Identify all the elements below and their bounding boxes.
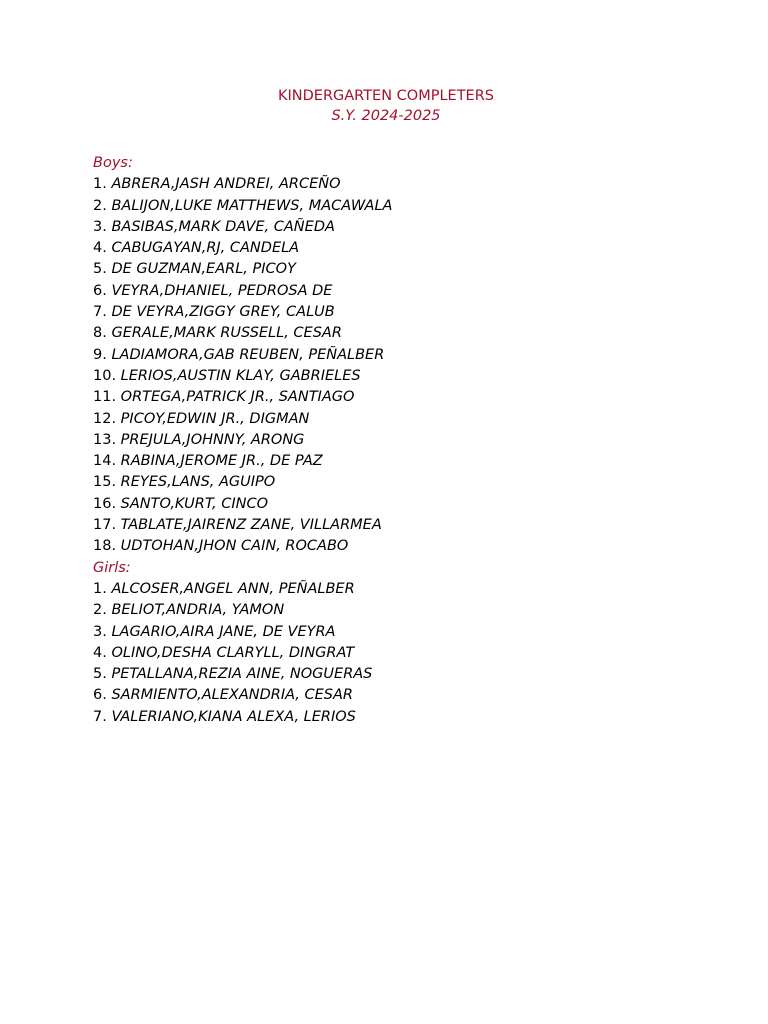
boys-list — [93, 174, 733, 557]
list-item-number: 4. — [93, 240, 107, 257]
list-item — [93, 430, 733, 451]
list-item — [93, 643, 733, 664]
school-year: S.Y. 2024-2025 — [331, 108, 441, 124]
list-item-name: ALCOSER,ANGEL ANN, PEÑALBER — [111, 580, 355, 597]
list-item-number: 6. — [93, 687, 107, 704]
list-item-name: ABRERA,JASH ANDREI, ARCEÑO — [111, 176, 341, 193]
girls-list — [93, 579, 733, 728]
list-item-name: PREJULA,JOHNNY, ARONG — [120, 431, 305, 448]
list-item — [93, 600, 733, 621]
document-title: KINDERGARTEN COMPLETERS — [277, 88, 494, 104]
list-item-number: 15. — [93, 474, 117, 491]
list-item-name: ORTEGA,PATRICK JR., SANTIAGO — [120, 389, 355, 406]
list-item-number: 5. — [93, 261, 107, 278]
list-item-name: REYES,LANS, AGUIPO — [120, 474, 276, 491]
list-item — [93, 387, 733, 408]
list-item — [93, 515, 733, 536]
list-item-name: BELIOT,ANDRIA, YAMON — [111, 602, 285, 619]
list-item-number: 1. — [93, 176, 107, 193]
list-item-number: 4. — [93, 644, 107, 661]
list-item-number: 9. — [93, 346, 107, 363]
list-item-number: 17. — [93, 517, 117, 534]
list-item-name: SARMIENTO,ALEXANDRIA, CESAR — [111, 687, 354, 704]
list-item-name: RABINA,JEROME JR., DE PAZ — [120, 453, 323, 470]
list-item-number: 18. — [93, 538, 117, 555]
list-item-name: BALIJON,LUKE MATTHEWS, MACAWALA — [111, 197, 393, 214]
list-item-number: 2. — [93, 602, 107, 619]
list-item-name: PICOY,EDWIN JR., DIGMAN — [120, 410, 310, 427]
completers-list — [93, 153, 733, 728]
list-item-number: 11. — [93, 389, 117, 406]
list-item — [93, 174, 733, 195]
list-item-number: 13. — [93, 431, 117, 448]
list-item-name: GERALE,MARK RUSSELL, CESAR — [111, 325, 342, 342]
list-item-name: OLINO,DESHA CLARYLL, DINGRAT — [111, 644, 355, 661]
list-item-number: 12. — [93, 410, 117, 427]
list-item-number: 6. — [93, 282, 107, 299]
list-item — [93, 536, 733, 557]
list-item-number: 7. — [93, 304, 107, 321]
list-item — [93, 238, 733, 259]
list-item-name: DE GUZMAN,EARL, PICOY — [111, 261, 296, 278]
list-item — [93, 664, 733, 685]
list-item — [93, 323, 733, 344]
list-item-name: BASIBAS,MARK DAVE, CAÑEDA — [111, 218, 335, 235]
list-item-number: 5. — [93, 666, 107, 683]
list-item — [93, 366, 733, 387]
list-item — [93, 196, 733, 217]
list-item — [93, 281, 733, 302]
list-item-number: 14. — [93, 453, 117, 470]
list-item-name: DE VEYRA,ZIGGY GREY, CALUB — [111, 304, 335, 321]
list-item-number: 1. — [93, 580, 107, 597]
list-item-name: PETALLANA,REZIA AINE, NOGUERAS — [111, 666, 373, 683]
list-item-number: 16. — [93, 495, 117, 512]
list-item — [93, 685, 733, 706]
list-item — [93, 345, 733, 366]
list-item — [93, 707, 733, 728]
list-item — [93, 451, 733, 472]
list-item — [93, 579, 733, 600]
list-item-name: LADIAMORA,GAB REUBEN, PEÑALBER — [111, 346, 385, 363]
list-item — [93, 302, 733, 323]
list-item-name: TABLATE,JAIRENZ ZANE, VILLARMEA — [120, 517, 382, 534]
list-item — [93, 622, 733, 643]
list-item-number: 3. — [93, 623, 107, 640]
list-item-name: LERIOS,AUSTIN KLAY, GABRIELES — [120, 367, 361, 384]
list-item-number: 2. — [93, 197, 107, 214]
list-item-name: UDTOHAN,JHON CAIN, ROCABO — [120, 538, 349, 555]
list-item-number: 8. — [93, 325, 107, 342]
list-item — [93, 409, 733, 430]
list-item-name: VALERIANO,KIANA ALEXA, LERIOS — [111, 708, 356, 725]
list-item — [93, 259, 733, 280]
list-item-number: 3. — [93, 218, 107, 235]
list-item-number: 7. — [93, 708, 107, 725]
list-item — [93, 472, 733, 493]
list-item — [93, 494, 733, 515]
boys-label: Boys: — [93, 155, 133, 171]
girls-label: Girls: — [93, 559, 131, 576]
list-item-number: 10. — [93, 367, 117, 384]
list-item-name: CABUGAYAN,RJ, CANDELA — [111, 240, 300, 257]
list-item — [93, 217, 733, 238]
list-item-name: VEYRA,DHANIEL, PEDROSA DE — [111, 282, 333, 299]
list-item-name: LAGARIO,AIRA JANE, DE VEYRA — [111, 623, 336, 640]
list-item-name: SANTO,KURT, CINCO — [120, 495, 269, 512]
